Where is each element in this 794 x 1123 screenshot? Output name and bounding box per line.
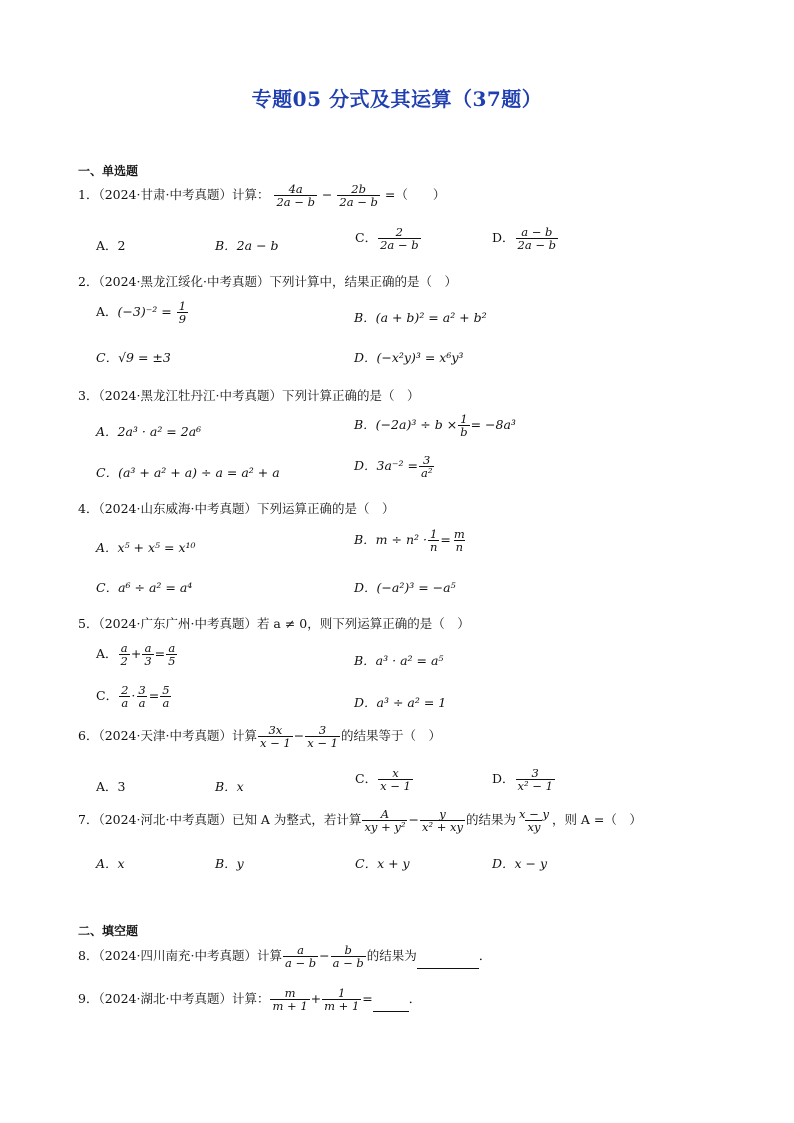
q6-option-a[interactable]: A．3 bbox=[96, 779, 126, 794]
q7-option-d[interactable]: D．x − y bbox=[492, 856, 548, 871]
q1-option-d[interactable]: D． $\frac{a - b}{2a - b}$ bbox=[492, 225, 557, 253]
q9-answer-blank[interactable] bbox=[373, 999, 409, 1012]
q4-option-c[interactable]: C．a⁶ ÷ a² = a⁴ bbox=[96, 580, 193, 595]
q2-option-b[interactable]: B．(a + b)² = a² + b² bbox=[354, 310, 487, 325]
question-4-stem: 4．（2024·山东威海·中考真题）下列运算正确的是（ ） bbox=[78, 501, 395, 516]
q3-option-a[interactable]: A．2a³ · a² = 2a⁶ bbox=[96, 424, 202, 439]
q3-option-c[interactable]: C．(a³ + a² + a) ÷ a = a² + a bbox=[96, 465, 280, 480]
q1-option-c[interactable]: C． $\frac{2}{2a - b}$ bbox=[355, 225, 419, 253]
q3-option-b[interactable]: B．(−2a)³ ÷ b × $\frac{1}{b}$ = −8a³ bbox=[354, 412, 516, 440]
q2-option-c[interactable]: C．√9 = ±3 bbox=[96, 350, 171, 365]
q6-option-c[interactable]: C． $\frac{x}{x - 1}$ bbox=[355, 766, 411, 794]
q6-option-d[interactable]: D． $\frac{3}{\text{x² − 1}}$ bbox=[492, 766, 553, 794]
q5-option-c[interactable]: C． $\frac{2}{a}$ · $\frac{3}{a}$ = $\frac{5}{a}$ bbox=[96, 683, 170, 711]
question-6: 6．（2024·天津·中考真题）计算 $\frac{3x}{x - 1}$ − $\frac{3}{x - 1}$ 的结果等于（ ） bbox=[78, 723, 441, 751]
q5-option-a[interactable]: A． $\frac{a}{2}$ + $\frac{a}{3}$ = $\frac{a}{5}$ bbox=[96, 641, 176, 669]
question-1-fraction-1: $\frac{4a}{2a - b}$ bbox=[276, 182, 315, 210]
question-1 bbox=[78, 183, 445, 208]
q4-option-d[interactable]: D．(−a²)³ = −a⁵ bbox=[354, 580, 456, 595]
question-1-answer-paren: =（ ） bbox=[384, 187, 446, 203]
q7-option-a[interactable]: A．x bbox=[96, 856, 125, 871]
q2-option-d[interactable]: D．(−x²y)³ = x⁶y³ bbox=[354, 350, 464, 365]
q3-option-d[interactable]: D．3a⁻² = $\frac{3}{\text{a²}}$ bbox=[354, 453, 433, 481]
question-5-stem: 5．（2024·广东广州·中考真题）若 a ≠ 0，则下列运算正确的是（ ） bbox=[78, 616, 470, 631]
q7-option-c[interactable]: C．x + y bbox=[355, 856, 410, 871]
section-heading-single-choice: 一、单选题 bbox=[78, 164, 139, 178]
question-3-stem: 3．（2024·黑龙江牡丹江·中考真题）下列计算正确的是（ ） bbox=[78, 388, 420, 403]
page-title: 专题05 分式及其运算（37题） bbox=[251, 87, 543, 111]
question-1-fraction-2: $\frac{2b}{2a - b}$ bbox=[339, 182, 378, 210]
question-1-operator: − bbox=[321, 187, 333, 203]
question-8: 8．（2024·四川南充·中考真题）计算 $\frac{a}{a - b}$ − $\frac{b}{a - b}$ 的结果为 ． bbox=[78, 943, 492, 971]
question-1-stem: 1．（2024·甘肃·中考真题）计算： bbox=[78, 187, 270, 203]
q4-option-b[interactable]: B．m ÷ n² · $\frac{1}{n}$ = $\frac{m}{n}$ bbox=[354, 527, 465, 555]
question-2-stem: 2．（2024·黑龙江绥化·中考真题）下列计算中，结果正确的是（ ） bbox=[78, 274, 457, 289]
q1-option-a[interactable]: A．2 bbox=[96, 238, 126, 253]
q6-option-b[interactable]: B．x bbox=[215, 779, 244, 794]
q7-option-b[interactable]: B．y bbox=[215, 856, 244, 871]
q5-option-b[interactable]: B．a³ · a² = a⁵ bbox=[354, 653, 444, 668]
question-7: 7．（2024·河北·中考真题）已知 A 为整式，若计算 $\frac{A}{\text{xy + y²}}$ − $\frac{y}{\text{x² + xy}}$ 的结果为 $\frac{x - y}{xy}$ ，则 A =（ ） bbox=[78, 807, 642, 835]
section-heading-fill-in: 二、填空题 bbox=[78, 924, 139, 938]
q4-option-a[interactable]: A．x⁵ + x⁵ = x¹⁰ bbox=[96, 540, 196, 555]
q5-option-d[interactable]: D．a³ ÷ a² = 1 bbox=[354, 695, 447, 710]
q8-answer-blank[interactable] bbox=[417, 956, 479, 969]
q2-option-a[interactable]: A．(−3)⁻² = $\frac{1}{9}$ bbox=[96, 299, 187, 327]
question-9: 9．（2024·湖北·中考真题）计算： $\frac{m}{m + 1}$ + $\frac{1}{m + 1}$ = ． bbox=[78, 986, 422, 1014]
q1-option-b[interactable]: B．2a − b bbox=[215, 238, 279, 253]
